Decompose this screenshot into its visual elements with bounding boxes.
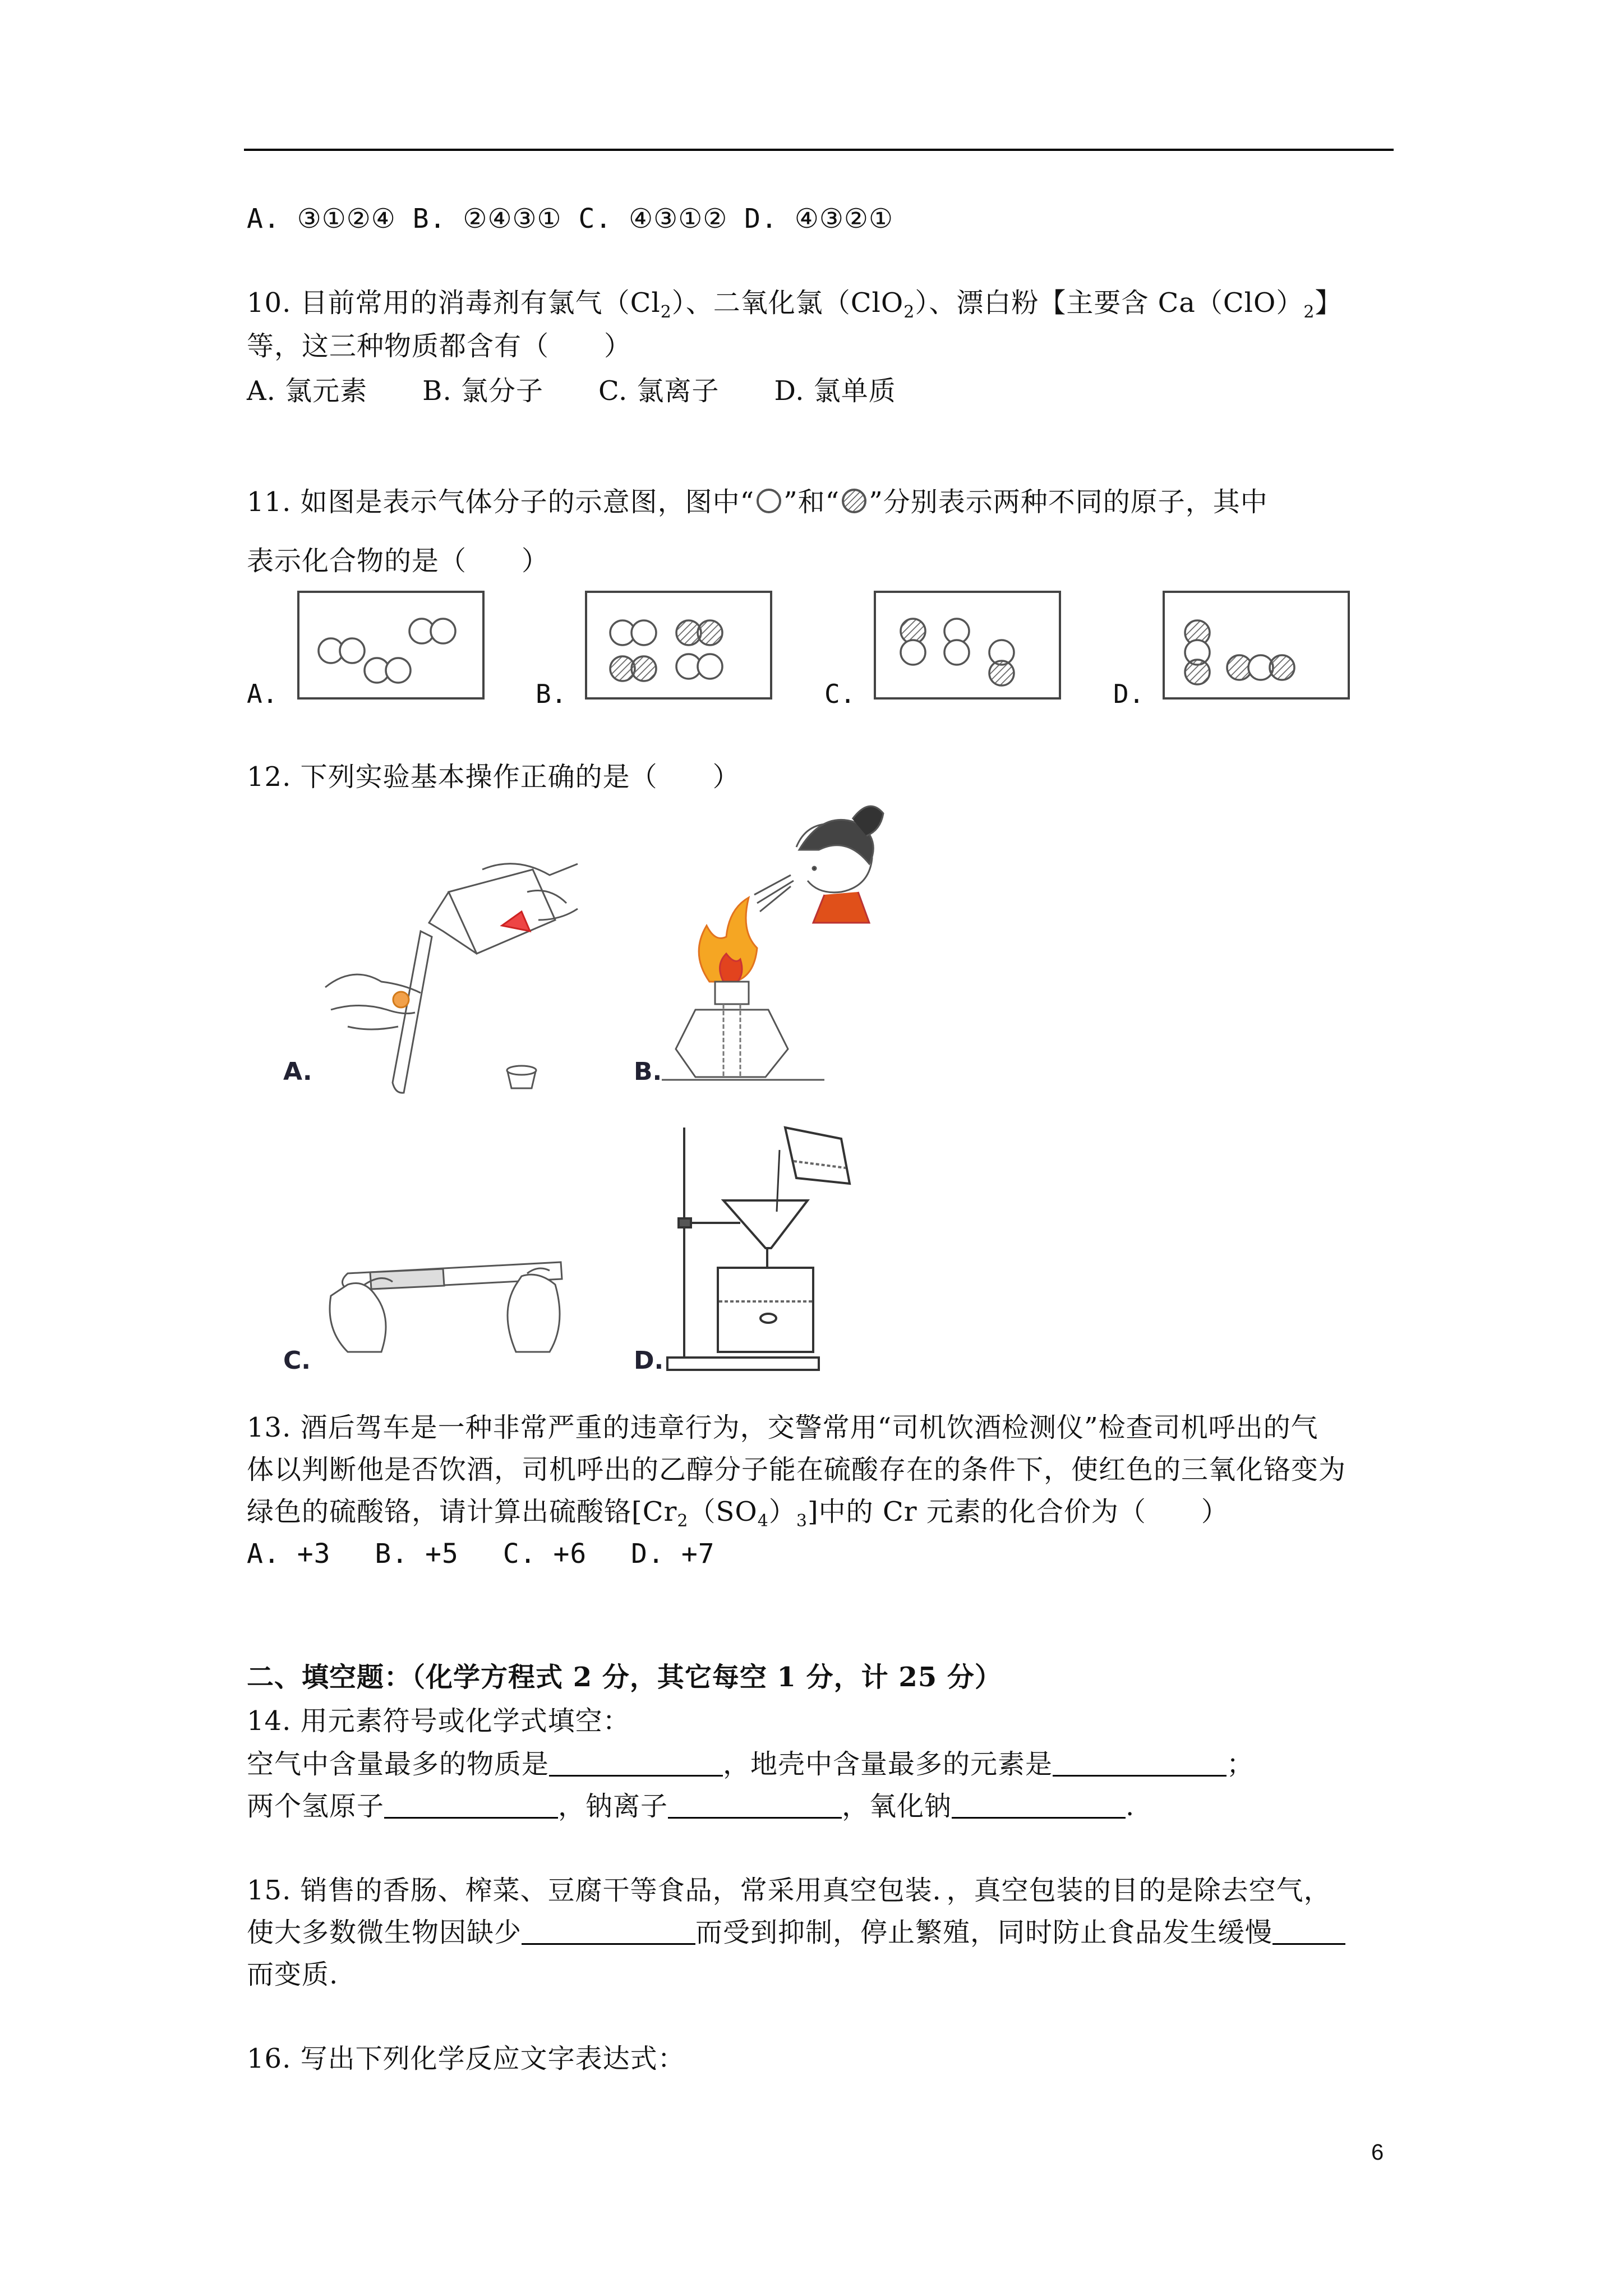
q14-line1: 空气中含量最多的物质是 ，地壳中含量最多的元素是 ；: [247, 1749, 1255, 1780]
q12-figure-c: [314, 1217, 606, 1363]
q11-a-molecules: [319, 619, 455, 683]
q14-stem: 14. 用元素符号或化学式填空：: [247, 1705, 630, 1737]
q11-label-d: D.: [1113, 679, 1145, 709]
q11-label-b: B.: [536, 679, 567, 709]
q10-options: A. 氯元素 B. 氯分子 C. 氯离子 D. 氯单质: [247, 375, 896, 407]
q11-line1: 11. 如图是表示气体分子的示意图，图中“ ”和“ ”分别表示两种不同的原子，其中: [247, 486, 1268, 518]
q15-blank-1[interactable]: [522, 1918, 695, 1945]
q11-label-a: A.: [247, 679, 278, 709]
q14-blank-5[interactable]: [952, 1792, 1126, 1819]
q16-stem: 16. 写出下列化学反应文字表达式：: [247, 2043, 685, 2074]
q10-line1: 10. 目前常用的消毒剂有氯气$(Cl_2)$、二氧化氯（ClO$_2$）、漂白粉【主要含 $Ca(ClO)_2$】: [247, 287, 1343, 322]
q12-label-b: B.: [634, 1057, 662, 1086]
q11-diagrams: [0, 0, 1623, 729]
q14-blank-1[interactable]: [549, 1750, 723, 1777]
q12-figure-d: [656, 1116, 892, 1380]
q10-line2: 等，这三种物质都含有（ ）: [247, 330, 632, 362]
q15-blank-2[interactable]: [1272, 1918, 1345, 1945]
q11-line2: 表示化合物的是（ ）: [247, 545, 550, 577]
q13-line2: 体以判断他是否饮酒，司机呼出的乙醇分子能在硫酸存在的条件下，使红色的三氧化铬变为: [247, 1454, 1347, 1485]
q15-line2: 使大多数微生物因缺少 而受到抑制，停止繁殖，同时防止食品发生缓慢: [247, 1916, 1345, 1949]
page-number: 6: [1371, 2140, 1384, 2165]
q14-blank-3[interactable]: [384, 1792, 558, 1819]
q12-figure-b: [656, 797, 892, 1099]
q11-d-molecules: [1185, 620, 1294, 684]
q15-line1: 15. 销售的香肠、榨菜、豆腐干等食品，常采用真空包装．，真空包装的目的是除去空气，: [247, 1875, 1331, 1906]
section2-heading: 二、填空题：（化学方程式 2 分，其它每空 1 分，计 25 分）: [247, 1662, 1002, 1693]
q12-label-a: A.: [283, 1057, 312, 1086]
q12-stem: 12. 下列实验基本操作正确的是（ ）: [247, 761, 740, 793]
q11-b-molecules: [610, 620, 722, 681]
q12-label-d: D.: [634, 1346, 664, 1375]
q11-c-molecules: [901, 619, 1014, 685]
q12-figure-a: [314, 858, 606, 1099]
q15-line3: 而变质.: [247, 1959, 339, 1990]
q9-options: A. ③①②④ B. ②④③① C. ④③①② D. ④③②①: [247, 203, 893, 234]
q14-blank-2[interactable]: [1053, 1750, 1227, 1777]
q14-blank-4[interactable]: [668, 1792, 842, 1819]
q12-label-c: C.: [283, 1346, 311, 1375]
q11-box-b: [586, 592, 771, 698]
q11-label-c: C.: [824, 679, 856, 709]
q13-line1: 13. 酒后驾车是一种非常严重的违章行为，交警常用“司机饮酒检测仪”检查司机呼出的气: [247, 1412, 1318, 1443]
q14-line2: 两个氢原子 ，钠离子 ，氧化钠 .: [247, 1791, 1135, 1822]
q13-options: A. +3 B. +5 C. +6 D. +7: [247, 1538, 715, 1570]
q13-line3: 绿色的硫酸铬，请计算出硫酸铬$[Cr_2(SO_4)_3]$中的 Cr 元素的化合价为（ ）: [247, 1496, 1229, 1531]
